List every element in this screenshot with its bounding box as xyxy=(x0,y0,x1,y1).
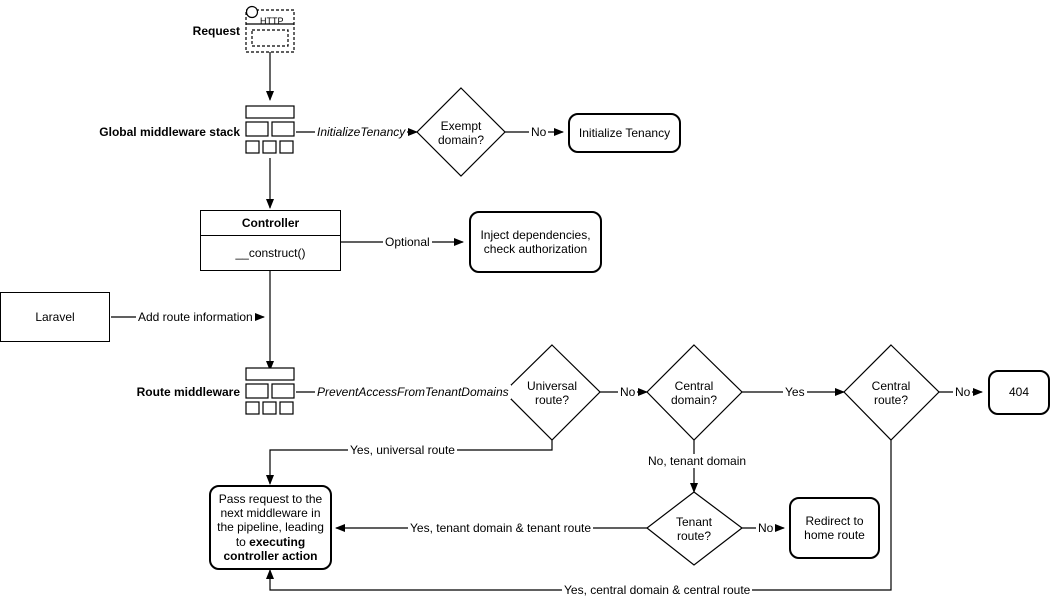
redirect-home-line2: home route xyxy=(804,528,865,542)
edge-label-central-route-no: No xyxy=(955,385,971,399)
pass-request-bold-1: executing xyxy=(249,534,306,549)
route-middleware-label: Route middleware xyxy=(136,385,240,399)
edge-label-yes-tenant-domain-tenant-route: Yes, tenant domain & tenant route xyxy=(410,521,592,535)
not-found-text: 404 xyxy=(1008,385,1030,400)
pass-request-bold-2: controller action xyxy=(223,549,318,564)
pass-request-line1: Pass request to the xyxy=(218,491,323,506)
inject-dependencies-line1: Inject dependencies, xyxy=(480,227,591,242)
edge-label-optional: Optional xyxy=(385,235,430,249)
http-icon-label: HTTP xyxy=(260,16,284,26)
pass-request-line3: the pipeline, leading xyxy=(217,520,324,535)
controller-node[interactable] xyxy=(200,210,341,271)
global-middleware-stack-label: Global middleware stack xyxy=(99,125,240,139)
edge-label-yes-universal-route: Yes, universal route xyxy=(350,443,455,457)
central-domain-text: Central domain? xyxy=(670,378,718,407)
tenant-route-text: Tenant route? xyxy=(675,514,713,543)
inject-dependencies-line2: check authorization xyxy=(483,242,588,256)
laravel-text: Laravel xyxy=(35,309,75,324)
inject-dependencies-node[interactable] xyxy=(469,211,602,273)
edge-label-yes-central-domain-central-route: Yes, central domain & central route xyxy=(564,583,751,597)
edge-label-add-route-information: Add route information xyxy=(138,310,253,324)
initialize-tenancy-node[interactable] xyxy=(568,113,681,153)
edge-label-central-domain-yes: Yes xyxy=(785,385,805,399)
edge-label-tenant-route-no: No xyxy=(758,521,774,535)
edge-label-prevent-access: PreventAccessFromTenantDomains xyxy=(317,385,509,399)
laravel-node[interactable] xyxy=(0,292,110,342)
pass-request-line4-plain: to xyxy=(235,534,250,549)
central-route-text: Central route? xyxy=(871,378,911,407)
not-found-node[interactable] xyxy=(988,370,1050,415)
request-label: Request xyxy=(192,24,240,38)
edge-label-initialize-tenancy: InitializeTenancy xyxy=(317,125,406,139)
initialize-tenancy-text: Initialize Tenancy xyxy=(578,125,671,140)
edge-label-exempt-no: No xyxy=(531,125,547,139)
controller-title: Controller xyxy=(201,211,340,236)
edge-label-no-tenant-domain: No, tenant domain xyxy=(648,454,747,468)
pass-request-line4 xyxy=(236,535,305,549)
pass-request-line2: next middleware in xyxy=(220,505,321,520)
universal-route-text: Universal route? xyxy=(526,378,577,407)
edge-label-universal-no: No xyxy=(620,385,636,399)
controller-construct-method: __construct() xyxy=(235,245,306,260)
pass-request-node[interactable] xyxy=(209,485,332,570)
redirect-home-line1: Redirect to xyxy=(805,513,864,528)
redirect-home-node[interactable] xyxy=(789,497,880,559)
exempt-domain-text: Exempt domain? xyxy=(437,118,485,147)
